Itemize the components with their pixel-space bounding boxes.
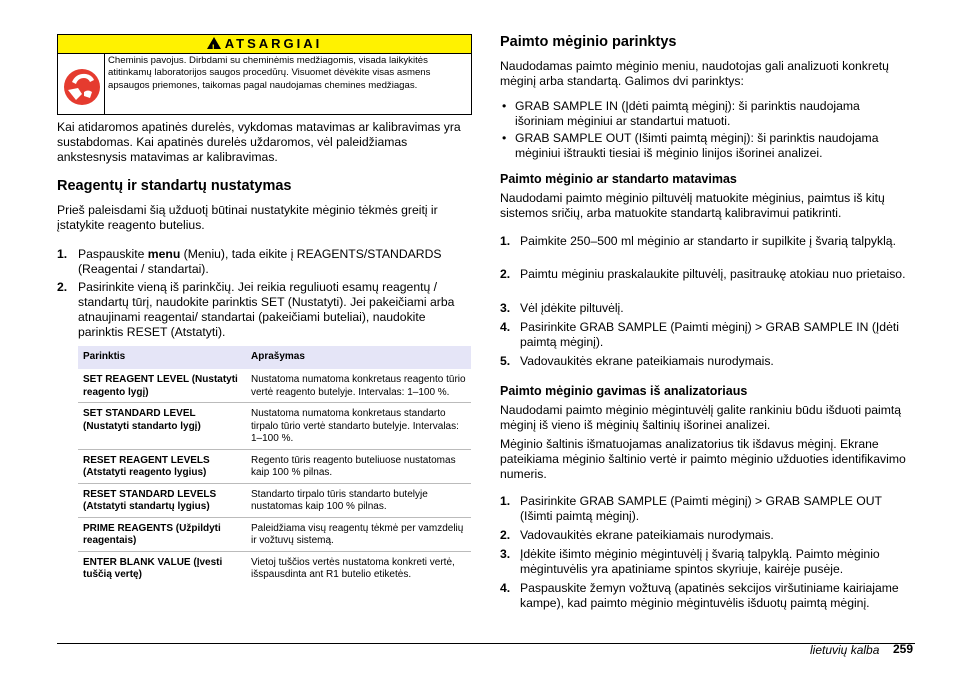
step-number: 2. bbox=[500, 528, 511, 542]
bullet-grab-sample-out: GRAB SAMPLE OUT (Išimti paimtą mėginį): ši parinktis naudojama mėginiui ištraukti tiesiai iš mėginio linijos išorinei analizei. bbox=[515, 131, 879, 160]
table-cell-description: Paleidžiama visų reagentų tėkmė per vamzdelių ir vožtuvų sistemą. bbox=[246, 517, 471, 551]
step-number: 3. bbox=[500, 301, 511, 315]
step-text: Paspauskite žemyn vožtuvą (apatinės sekcijos viršutiniame kairiajame kampe), kad paimto mėginio mėgintuvėlis išduotų paimtą mėginį. bbox=[520, 581, 899, 610]
step-number: 5. bbox=[500, 354, 511, 368]
step-number: 1. bbox=[500, 494, 511, 508]
caution-header bbox=[58, 35, 471, 54]
table-row bbox=[78, 403, 471, 450]
step-text: Įdėkite išimto mėginio mėgintuvėlį į švarią talpyklą. Paimto mėginio mėgintuvėlis yra apatiniame spintos skyriuje, kairėje pusėje. bbox=[520, 547, 880, 576]
bullet-grab-sample-in: GRAB SAMPLE IN (Įdėti paimtą mėginį): ši parinktis naudojama išoriniam mėginiui ar standartui matuoti. bbox=[515, 99, 860, 128]
table-cell-description: Vietoj tuščios vertės nustatoma konkreti vertė, išspausdinta ant R1 butelio etiketės. bbox=[251, 556, 455, 580]
step-text: Paimtu mėginiu praskalaukite piltuvėlį, pasitraukę atokiau nuo prietaiso. bbox=[520, 267, 906, 281]
table-row bbox=[78, 551, 471, 585]
table-header-row bbox=[78, 346, 471, 369]
step-1-text-b: (Meniu), tada eikite į REAGENTS/STANDARDS (Reagentai / standartai). bbox=[78, 247, 442, 276]
reagents-heading: Reagentų ir standartų nustatymas bbox=[57, 178, 292, 194]
analyzer-sample-heading: Paimto mėginio gavimas iš analizatoriaus bbox=[500, 384, 748, 398]
chemical-hazard-icon bbox=[58, 54, 104, 114]
table-cell-option: RESET REAGENT LEVELS (Atstatyti reagento lygius) bbox=[78, 449, 246, 483]
warning-triangle-icon bbox=[207, 37, 221, 49]
step-text: Vadovaukitės ekrane pateikiamais nurodymais. bbox=[520, 528, 774, 542]
bullet-icon: • bbox=[502, 99, 507, 113]
step-number: 2. bbox=[500, 267, 511, 281]
footer-rule bbox=[57, 643, 915, 644]
table-cell-option: SET REAGENT LEVEL (Nustatyti reagento lygį) bbox=[78, 369, 246, 403]
analyzer-sample-paragraph-1: Naudodami paimto mėginio mėgintuvėlį galite rankiniu būdu išduoti paimtą mėginį iš vieno iš mėginių šaltinių išorinei analizei. bbox=[500, 403, 902, 432]
step-text: Pasirinkite GRAB SAMPLE (Paimti mėginį) > GRAB SAMPLE IN (Įdėti paimtą mėginį). bbox=[520, 320, 899, 349]
page-number: 259 bbox=[893, 642, 914, 656]
step-1 bbox=[78, 247, 470, 277]
step-number: 1. bbox=[500, 234, 511, 248]
step-number: 4. bbox=[500, 581, 511, 595]
reagents-paragraph: Prieš paleisdami šią užduotį būtinai nustatykite mėginio tėkmės greitį ir įstatykite reagento butelius. bbox=[57, 203, 438, 232]
table-cell-option: ENTER BLANK VALUE (Įvesti tuščią vertę) bbox=[83, 556, 223, 580]
table-cell-option: PRIME REAGENTS (Užpildyti reagentais) bbox=[78, 517, 246, 551]
caution-text: Cheminis pavojus. Dirbdami su cheminėmis medžiagomis, visada laikykitės atitinkamų laboratorijos saugos procedūrų. Visuomet dėvėkite visas asmens apsaugos priemones, taikomas pagal naudojamas chemines medžiagas. bbox=[108, 55, 431, 91]
table-cell-description: Nustatoma numatoma konkretaus reagento tūrio vertė reagento butelyje. Intervalas: 1–100 %. bbox=[246, 369, 471, 403]
table-row bbox=[78, 449, 471, 483]
table-cell-description: Standarto tirpalo tūris standarto butelyje nustatomas kaip 100 % pilnas. bbox=[246, 483, 471, 517]
standard-measurement-paragraph: Naudodami paimto mėginio piltuvėlį matuokite mėginius, paimtus iš kitų sistemos sričių, arba matuokite standartą kalibravimui patikrinti. bbox=[500, 191, 885, 220]
options-table bbox=[78, 346, 471, 585]
table-cell-description: Regento tūris reagento buteliuose nustatomas kaip 100 % pilnas. bbox=[246, 449, 471, 483]
table-cell-option: SET STANDARD LEVEL (Nustatyti standarto lygį) bbox=[78, 403, 246, 450]
standard-measurement-heading: Paimto mėginio ar standarto matavimas bbox=[500, 172, 737, 186]
menu-key-label: menu bbox=[147, 247, 181, 261]
table-row bbox=[78, 369, 471, 403]
step-number: 3. bbox=[500, 547, 511, 561]
step-text: Paimkite 250–500 ml mėginio ar standarto ir supilkite į švarią talpyklą. bbox=[520, 234, 896, 248]
intro-paragraph: Kai atidaromos apatinės durelės, vykdomas matavimas ar kalibravimas yra sustabdomas. Kai apatinės durelės uždaromos, vėl paleidžiamas ankstesnysis matavimas ar kalibravimas. bbox=[57, 120, 461, 164]
step-number: 4. bbox=[500, 320, 511, 334]
table-cell-description: Nustatoma numatoma konkretaus standarto tirpalo tūrio vertė standarto butelyje. Intervalas: 1–100 %. bbox=[246, 403, 471, 450]
analyzer-sample-paragraph-2: Mėginio šaltinis išmatuojamas analizatorius tik išdavus mėginį. Ekrane pateikiama mėginio šaltinio vertė ir paimto mėginio užduoties identifikavimo numeris. bbox=[500, 437, 906, 481]
grab-sample-paragraph: Naudodamas paimto mėginio meniu, naudotojas gali analizuoti konkretų mėginį arba standartą. Galimos dvi parinktys: bbox=[500, 59, 889, 88]
step-text: Pasirinkite GRAB SAMPLE (Paimti mėginį) > GRAB SAMPLE OUT (Išimti paimtą mėginį). bbox=[520, 494, 882, 523]
step-2: Pasirinkite vieną iš parinkčių. Jei reikia reguliuoti esamų reagentų / standartų tūrį, naudokite parinktis SET (Nustatyti). Jei pakeičiami arba atnaujinami reagentai/ standartai (pakeičiami buteliai), naudokite parinktis RESET (Atstatyti). bbox=[78, 280, 455, 339]
table-header-option: Parinktis bbox=[78, 346, 246, 369]
bullet-icon: • bbox=[502, 131, 507, 145]
footer-language: lietuvių kalba bbox=[810, 643, 880, 657]
table-row bbox=[78, 517, 471, 551]
chemical-hazard-icon-cell bbox=[58, 54, 105, 114]
table-cell-option: RESET STANDARD LEVELS (Atstatyti standartų lygius) bbox=[78, 483, 246, 517]
step-1-text-a: Paspauskite bbox=[78, 247, 148, 261]
caution-title: ATSARGIAI bbox=[224, 36, 323, 51]
step-number: 2. bbox=[57, 280, 68, 294]
step-text: Vėl įdėkite piltuvėlį. bbox=[520, 301, 624, 315]
step-number: 1. bbox=[57, 247, 68, 261]
table-header-description: Aprašymas bbox=[246, 346, 471, 369]
caution-box bbox=[57, 34, 472, 115]
table-row bbox=[78, 483, 471, 517]
step-text: Vadovaukitės ekrane pateikiamais nurodymais. bbox=[520, 354, 774, 368]
grab-sample-heading: Paimto mėginio parinktys bbox=[500, 34, 677, 50]
